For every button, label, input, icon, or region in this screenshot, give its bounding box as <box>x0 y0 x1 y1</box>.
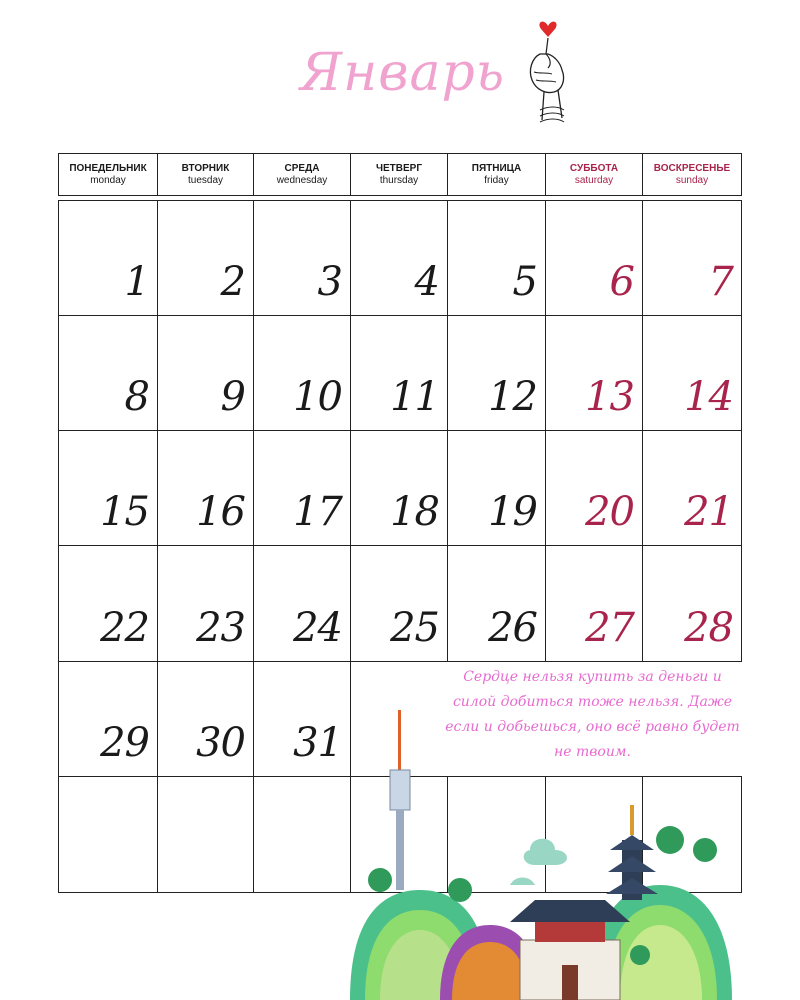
day-cell[interactable] <box>350 200 448 316</box>
weekday-name-en: monday <box>90 175 126 186</box>
day-number: 27 <box>585 605 634 651</box>
day-number: 21 <box>684 489 733 535</box>
weekday-name-en: thursday <box>379 175 419 186</box>
day-cell[interactable] <box>157 545 254 662</box>
weekday-header-thursday <box>350 153 448 196</box>
day-number: 23 <box>196 605 245 651</box>
day-cell[interactable] <box>545 200 643 316</box>
day-cell[interactable] <box>545 315 643 431</box>
weekday-header-tuesday <box>157 153 254 196</box>
day-cell[interactable] <box>58 200 158 316</box>
day-cell[interactable] <box>447 545 546 662</box>
day-number: 19 <box>488 489 537 535</box>
weekday-header-row <box>58 153 741 198</box>
day-cell[interactable] <box>642 315 742 431</box>
weekday-name-en: friday <box>484 175 509 186</box>
day-number: 7 <box>708 259 733 305</box>
day-cell[interactable] <box>157 430 254 546</box>
day-cell[interactable] <box>447 430 546 546</box>
day-cell[interactable] <box>253 545 351 662</box>
day-cell[interactable] <box>447 315 546 431</box>
day-number: 1 <box>124 259 149 305</box>
day-number: 22 <box>100 605 149 651</box>
day-cell[interactable] <box>157 315 254 431</box>
weekday-name-en: saturday <box>574 175 614 186</box>
day-cell[interactable] <box>58 776 158 893</box>
weekday-header-saturday <box>545 153 643 196</box>
weekday-name-ru: ПЯТНИЦА <box>471 163 522 174</box>
day-number: 11 <box>390 374 439 420</box>
weekday-name-ru: ВТОРНИК <box>181 163 230 174</box>
day-cell[interactable] <box>58 315 158 431</box>
day-cell[interactable] <box>350 315 448 431</box>
weekday-header-sunday <box>642 153 742 196</box>
weekday-name-ru: СУББОТА <box>569 163 619 174</box>
day-number: 18 <box>390 489 439 535</box>
day-number: 20 <box>585 489 634 535</box>
day-number: 28 <box>684 605 733 651</box>
day-cell[interactable] <box>545 545 643 662</box>
day-number: 31 <box>293 720 342 766</box>
weekday-name-ru: ПОНЕДЕЛЬНИК <box>69 163 147 174</box>
day-cell[interactable] <box>58 545 158 662</box>
weekday-name-en: wednesday <box>276 175 328 186</box>
day-number: 12 <box>488 374 537 420</box>
weekday-name-en: sunday <box>675 175 709 186</box>
finger-heart-hand-icon <box>518 14 578 134</box>
day-cell[interactable] <box>253 200 351 316</box>
day-number: 13 <box>585 374 634 420</box>
weekday-header-wednesday <box>253 153 351 196</box>
day-number: 14 <box>684 374 733 420</box>
weekday-header-monday <box>58 153 158 196</box>
day-cell[interactable] <box>447 200 546 316</box>
day-cell[interactable] <box>642 430 742 546</box>
weekday-name-ru: ЧЕТВЕРГ <box>375 163 423 174</box>
month-title: Январь <box>300 43 506 103</box>
day-cell[interactable] <box>642 200 742 316</box>
day-number: 26 <box>488 605 537 651</box>
day-number: 15 <box>100 489 149 535</box>
day-cell[interactable] <box>350 430 448 546</box>
day-number: 8 <box>124 374 149 420</box>
day-number: 17 <box>293 489 342 535</box>
day-number: 6 <box>609 259 634 305</box>
day-cell[interactable] <box>157 661 254 777</box>
day-number: 25 <box>390 605 439 651</box>
day-number: 30 <box>196 720 245 766</box>
weekday-name-en: tuesday <box>187 175 224 186</box>
weekday-name-ru: СРЕДА <box>284 163 320 174</box>
day-number: 29 <box>100 720 149 766</box>
day-cell[interactable] <box>545 430 643 546</box>
day-cell[interactable] <box>642 545 742 662</box>
weekday-name-ru: ВОСКРЕСЕНЬЕ <box>653 163 731 174</box>
day-number: 24 <box>293 605 342 651</box>
day-number: 10 <box>293 374 342 420</box>
korean-landscape-illustration <box>340 700 740 1000</box>
day-cell[interactable] <box>253 661 351 777</box>
day-cell[interactable] <box>58 430 158 546</box>
day-cell[interactable] <box>58 661 158 777</box>
day-cell[interactable] <box>253 315 351 431</box>
day-number: 4 <box>414 259 439 305</box>
day-cell[interactable] <box>253 430 351 546</box>
day-number: 3 <box>317 259 342 305</box>
day-number: 2 <box>220 259 245 305</box>
day-cell[interactable] <box>350 545 448 662</box>
day-cell[interactable] <box>157 776 254 893</box>
day-number: 9 <box>220 374 245 420</box>
weekday-header-friday <box>447 153 546 196</box>
day-cell[interactable] <box>253 776 351 893</box>
quote-text: Сердце нельзя купить за деньги и силой добиться тоже нельзя. Даже если и добьешься, оно всё равно будет не твоим. <box>445 669 740 760</box>
day-cell[interactable] <box>157 200 254 316</box>
day-number: 16 <box>196 489 245 535</box>
day-number: 5 <box>512 259 537 305</box>
